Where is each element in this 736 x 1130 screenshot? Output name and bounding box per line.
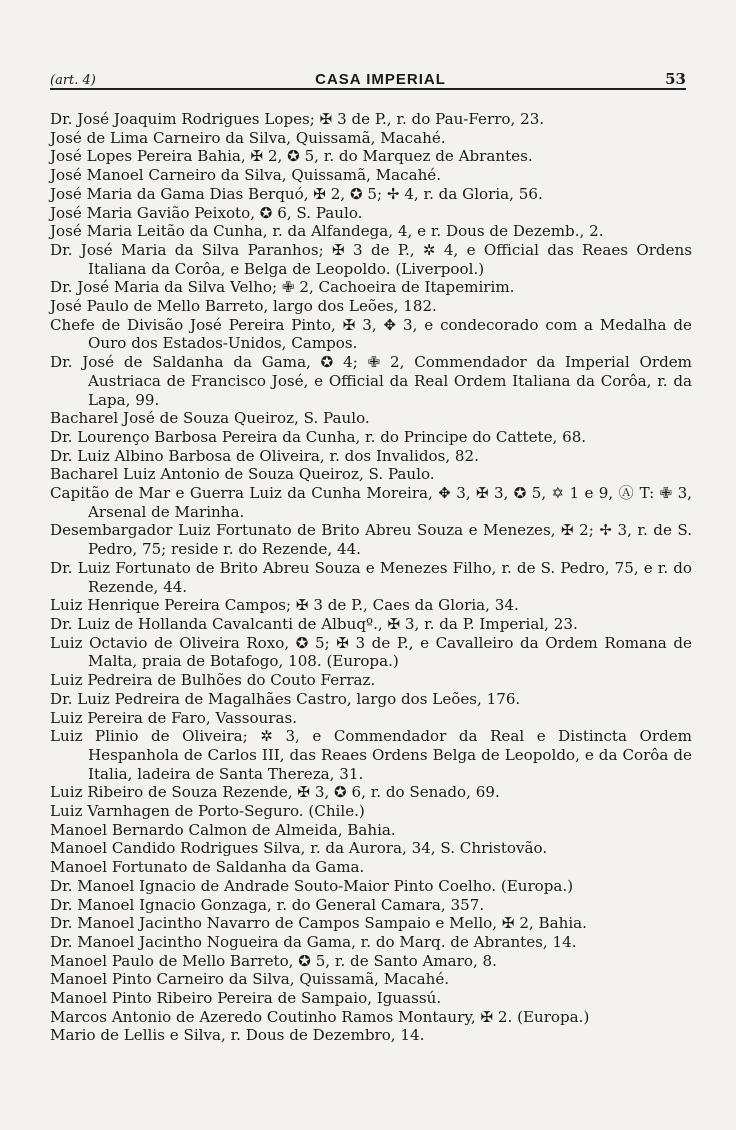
list-item: Manoel Bernardo Calmon de Almeida, Bahia. bbox=[50, 820, 396, 839]
list-item: Luiz Ribeiro de Souza Rezende, ✠ 3, ✪ 6, r. do Senado, 69. bbox=[50, 783, 500, 802]
list-item: Desembargador Luiz Fortunato de Brito Abreu Souza e Menezes, ✠ 2; ✢ 3, r. de S. Pedro, 75; reside r. do Rezende, 44. bbox=[50, 521, 692, 559]
list-item: Manoel Pinto Carneiro da Silva, Quissamã, Macahé. bbox=[50, 970, 450, 989]
list-item: José Maria Leitão da Cunha, r. da Alfandega, 4, e r. Dous de Dezemb., 2. bbox=[50, 222, 604, 241]
list-item: Chefe de Divisão José Pereira Pinto, ✠ 3, ✥ 3, e condecorado com a Medalha de Ouro dos Estados-Unidos, Campos. bbox=[50, 315, 692, 353]
page-number: 53 bbox=[665, 70, 686, 88]
list-item: Manoel Paulo de Mello Barreto, ✪ 5, r. de Santo Amaro, 8. bbox=[50, 951, 497, 970]
list-item: Marcos Antonio de Azeredo Coutinho Ramos Montaury, ✠ 2. (Europa.) bbox=[50, 1007, 590, 1026]
list-item: Dr. Luiz de Hollanda Cavalcanti de Albuqº., ✠ 3, r. da P. Imperial, 23. bbox=[50, 614, 578, 633]
list-item: Luiz Plinio de Oliveira; ✲ 3, e Commendador da Real e Distincta Ordem Hespanhola de Carlos III, das Reaes Ordens Belga de Leopoldo, e da Corôa de Italia, ladeira de Santa Thereza, 31. bbox=[50, 727, 692, 783]
entry-list bbox=[50, 110, 692, 1045]
page-header bbox=[50, 62, 686, 90]
list-item: Capitão de Mar e Guerra Luiz da Cunha Moreira, ✥ 3, ✠ 3, ✪ 5, ✡ 1 e 9, Ⓐ T: ✙ 3, Arsenal de Marinha. bbox=[50, 484, 692, 521]
list-item: Dr. José Joaquim Rodrigues Lopes; ✠ 3 de P., r. do Pau-Ferro, 23. bbox=[50, 110, 545, 128]
list-item: Dr. Manoel Jacintho Nogueira da Gama, r. do Marq. de Abrantes, 14. bbox=[50, 932, 577, 951]
list-item: José Maria Gavião Peixoto, ✪ 6, S. Paulo. bbox=[50, 203, 363, 222]
running-title: CASA IMPERIAL bbox=[315, 71, 446, 88]
list-item: José Lopes Pereira Bahia, ✠ 2, ✪ 5, r. do Marquez de Abrantes. bbox=[50, 147, 533, 166]
list-item: José Manoel Carneiro da Silva, Quissamã, Macahé. bbox=[50, 166, 442, 185]
list-item: José Paulo de Mello Barreto, largo dos Leões, 182. bbox=[50, 297, 437, 316]
list-item: José Maria da Gama Dias Berquó, ✠ 2, ✪ 5; ✢ 4, r. da Gloria, 56. bbox=[50, 184, 543, 203]
list-item: Dr. Lourenço Barbosa Pereira da Cunha, r. do Principe do Cattete, 68. bbox=[50, 427, 587, 446]
list-item: Dr. José Maria da Silva Velho; ✙ 2, Cachoeira de Itapemirim. bbox=[50, 278, 515, 297]
list-item: Bacharel Luiz Antonio de Souza Queiroz, S. Paulo. bbox=[50, 465, 435, 484]
list-item: Dr. Manoel Ignacio Gonzaga, r. do General Camara, 357. bbox=[50, 895, 485, 914]
list-item: Manoel Pinto Ribeiro Pereira de Sampaio, Iguassú. bbox=[50, 989, 442, 1008]
list-item: Mario de Lellis e Silva, r. Dous de Dezembro, 14. bbox=[50, 1026, 425, 1045]
list-item: Bacharel José de Souza Queiroz, S. Paulo. bbox=[50, 409, 370, 428]
list-item: Manoel Fortunato de Saldanha da Gama. bbox=[50, 858, 365, 877]
list-item: Luiz Varnhagen de Porto-Seguro. (Chile.) bbox=[50, 802, 365, 821]
list-item: Dr. Luiz Fortunato de Brito Abreu Souza e Menezes Filho, r. de S. Pedro, 75, e r. do Rezende, 44. bbox=[50, 558, 692, 596]
list-item: Dr. Luiz Pedreira de Magalhães Castro, largo dos Leões, 176. bbox=[50, 689, 521, 708]
list-item: Dr. Manoel Jacintho Navarro de Campos Sampaio e Mello, ✠ 2, Bahia. bbox=[50, 914, 587, 933]
list-item: Luiz Octavio de Oliveira Roxo, ✪ 5; ✠ 3 de P., e Cavalleiro da Ordem Romana de Malta, praia de Botafogo, 108. (Europa.) bbox=[50, 633, 692, 671]
list-item: Dr. José de Saldanha da Gama, ✪ 4; ✙ 2, Commendador da Imperial Ordem Austriaca de Francisco José, e Official da Real Ordem Italiana da Corôa, r. da Lapa, 99. bbox=[50, 353, 692, 409]
list-item: Dr. José Maria da Silva Paranhos; ✠ 3 de P., ✲ 4, e Official das Reaes Ordens Italiana da Corôa, e Belga de Leopoldo. (Liverpool.) bbox=[50, 240, 692, 278]
list-item: Luiz Pedreira de Bulhões do Couto Ferraz. bbox=[50, 671, 376, 690]
list-item: Manoel Candido Rodrigues Silva, r. da Aurora, 34, S. Christovão. bbox=[50, 839, 548, 858]
list-item: Dr. Luiz Albino Barbosa de Oliveira, r. dos Invalidos, 82. bbox=[50, 446, 479, 465]
list-item: Dr. Manoel Ignacio de Andrade Souto-Maior Pinto Coelho. (Europa.) bbox=[50, 876, 574, 895]
list-item: Luiz Pereira de Faro, Vassouras. bbox=[50, 708, 298, 727]
section-reference: (art. 4) bbox=[50, 73, 96, 88]
list-item: José de Lima Carneiro da Silva, Quissamã, Macahé. bbox=[50, 128, 446, 147]
list-item: Luiz Henrique Pereira Campos; ✠ 3 de P., Caes da Gloria, 34. bbox=[50, 596, 519, 615]
